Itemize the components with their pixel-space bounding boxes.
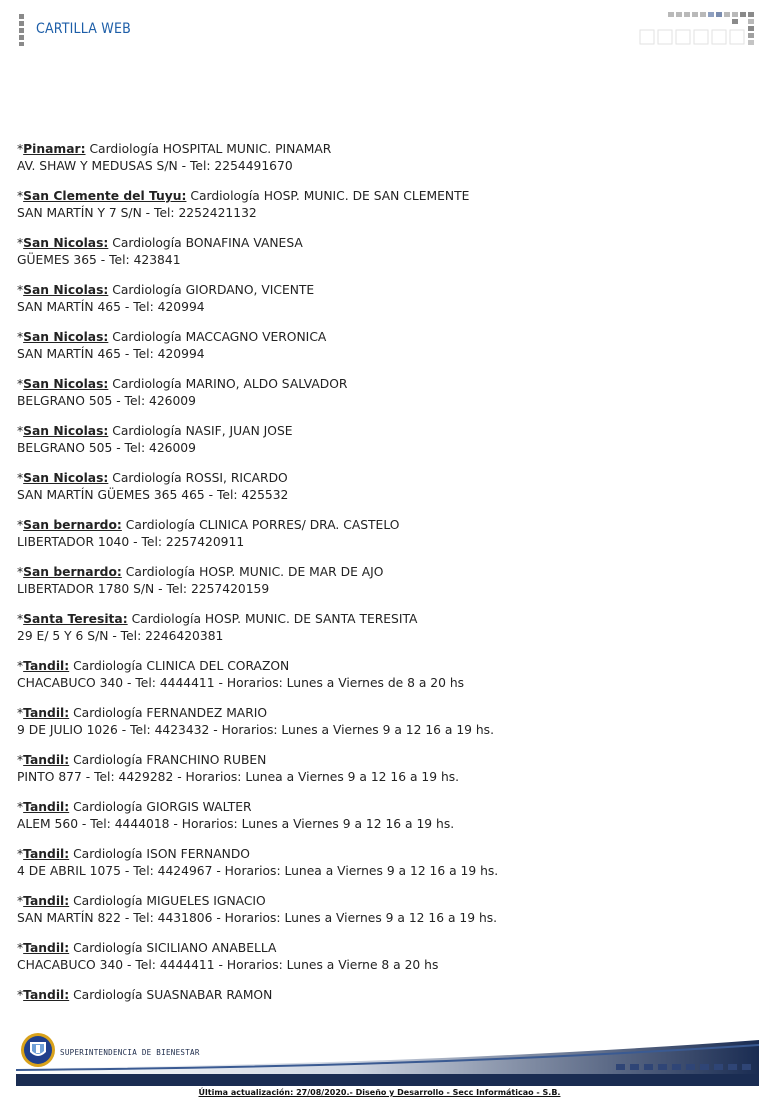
- provider-header-line: *San Nicolas: Cardiología ROSSI, RICARDO: [17, 471, 288, 485]
- city-label: Santa Teresita:: [23, 612, 128, 626]
- provider-header-line: *Tandil: Cardiología MIGUELES IGNACIO: [17, 894, 266, 908]
- decorative-grid-icon: [638, 12, 759, 46]
- provider-header-line: *Tandil: Cardiología SICILIANO ANABELLA: [17, 941, 277, 955]
- specialty: Cardiología: [89, 142, 159, 156]
- provider-header-line: *Pinamar: Cardiología HOSPITAL MUNIC. PINAMAR: [17, 142, 332, 156]
- provider-details: SAN MARTÍN 465 - Tel: 420994: [17, 300, 205, 314]
- provider-header-line: *San bernardo: Cardiología CLINICA PORRES/ DRA. CASTELO: [17, 518, 400, 532]
- provider-details: SAN MARTÍN GÜEMES 365 465 - Tel: 425532: [17, 488, 289, 502]
- city-label: San Nicolas:: [23, 236, 109, 250]
- provider-header-line: *Tandil: Cardiología FERNANDEZ MARIO: [17, 706, 268, 720]
- provider-entry: [17, 846, 737, 880]
- provider-header-line: *Santa Teresita: Cardiología HOSP. MUNIC. DE SANTA TERESITA: [17, 612, 418, 626]
- provider-name: MIGUELES IGNACIO: [146, 894, 266, 908]
- provider-name: NASIF, JUAN JOSE: [185, 424, 293, 438]
- specialty: Cardiología: [73, 894, 143, 908]
- provider-name: MARINO, ALDO SALVADOR: [185, 377, 348, 391]
- city-label: San Nicolas:: [23, 330, 109, 344]
- city-label: San bernardo:: [23, 565, 122, 579]
- city-label: Tandil:: [23, 659, 70, 673]
- provider-entry: [17, 282, 737, 316]
- provider-header-line: *Tandil: Cardiología CLINICA DEL CORAZON: [17, 659, 290, 673]
- provider-entry: [17, 188, 737, 222]
- provider-entry: [17, 517, 737, 551]
- page-title: CARTILLA WEB: [36, 21, 131, 37]
- provider-entry: [17, 329, 737, 363]
- specialty: Cardiología: [112, 330, 182, 344]
- city-label: San bernardo:: [23, 518, 122, 532]
- page-footer: [0, 1028, 759, 1101]
- provider-name: MACCAGNO VERONICA: [185, 330, 327, 344]
- specialty: Cardiología: [112, 471, 182, 485]
- provider-details: BELGRANO 505 - Tel: 426009: [17, 394, 196, 408]
- provider-details: SAN MARTÍN Y 7 S/N - Tel: 2252421132: [17, 206, 257, 220]
- provider-details: PINTO 877 - Tel: 4429282 - Horarios: Lunea a Viernes 9 a 12 16 a 19 hs.: [17, 770, 460, 784]
- provider-entry: [17, 940, 737, 974]
- provider-name: HOSP. MUNIC. DE MAR DE AJO: [199, 565, 384, 579]
- provider-entry: [17, 893, 737, 927]
- provider-entry: [17, 705, 737, 739]
- specialty: Cardiología: [73, 706, 143, 720]
- provider-details: 29 E/ 5 Y 6 S/N - Tel: 2246420381: [17, 629, 224, 643]
- provider-entry: [17, 423, 737, 457]
- specialty: Cardiología: [73, 988, 143, 1002]
- page-header: [0, 0, 759, 60]
- specialty: Cardiología: [131, 612, 201, 626]
- provider-name: SUASNABAR RAMON: [146, 988, 273, 1002]
- city-label: San Nicolas:: [23, 377, 109, 391]
- city-label: Tandil:: [23, 941, 70, 955]
- provider-list: [17, 141, 737, 1034]
- provider-details: SAN MARTÍN 822 - Tel: 4431806 - Horarios: Lunes a Viernes 9 a 12 16 a 19 hs.: [17, 911, 498, 925]
- provider-name: HOSP. MUNIC. DE SANTA TERESITA: [204, 612, 418, 626]
- provider-details: BELGRANO 505 - Tel: 426009: [17, 441, 196, 455]
- provider-details: 9 DE JULIO 1026 - Tel: 4423432 - Horarios: Lunes a Viernes 9 a 12 16 a 19 hs.: [17, 723, 494, 737]
- provider-entry: [17, 658, 737, 692]
- provider-header-line: *San Nicolas: Cardiología BONAFINA VANESA: [17, 236, 303, 250]
- specialty: Cardiología: [190, 189, 260, 203]
- city-label: Tandil:: [23, 753, 70, 767]
- header-bar-icon: [19, 14, 24, 46]
- update-line: Última actualización: 27/08/2020.- Diseño y Desarrollo - Secc Informáticao - S.B.: [198, 1088, 561, 1097]
- provider-name: BONAFINA VANESA: [185, 236, 303, 250]
- provider-name: HOSPITAL MUNIC. PINAMAR: [162, 142, 332, 156]
- specialty: Cardiología: [112, 377, 182, 391]
- provider-header-line: *San Nicolas: Cardiología MACCAGNO VERONICA: [17, 330, 327, 344]
- provider-details: ALEM 560 - Tel: 4444018 - Horarios: Lunes a Viernes 9 a 12 16 a 19 hs.: [17, 817, 455, 831]
- provider-header-line: *San Nicolas: Cardiología NASIF, JUAN JOSE: [17, 424, 293, 438]
- provider-details: LIBERTADOR 1040 - Tel: 2257420911: [17, 535, 245, 549]
- provider-header-line: *San bernardo: Cardiología HOSP. MUNIC. DE MAR DE AJO: [17, 565, 384, 579]
- city-label: San Nicolas:: [23, 283, 109, 297]
- provider-header-line: *San Nicolas: Cardiología MARINO, ALDO SALVADOR: [17, 377, 348, 391]
- provider-details: LIBERTADOR 1780 S/N - Tel: 2257420159: [17, 582, 270, 596]
- specialty: Cardiología: [73, 941, 143, 955]
- provider-entry: [17, 141, 737, 175]
- footer-banner: [16, 1028, 759, 1088]
- organization-name: SUPERINTENDENCIA DE BIENESTAR: [60, 1048, 200, 1057]
- provider-header-line: *San Clemente del Tuyu: Cardiología HOSP. MUNIC. DE SAN CLEMENTE: [17, 189, 470, 203]
- update-note: [0, 1088, 759, 1097]
- provider-name: CLINICA PORRES/ DRA. CASTELO: [199, 518, 400, 532]
- provider-details: 4 DE ABRIL 1075 - Tel: 4424967 - Horarios: Lunea a Viernes 9 a 12 16 a 19 hs.: [17, 864, 499, 878]
- city-label: Tandil:: [23, 847, 70, 861]
- provider-entry: [17, 376, 737, 410]
- provider-name: GIORGIS WALTER: [146, 800, 252, 814]
- city-label: Pinamar:: [23, 142, 86, 156]
- provider-entry: [17, 611, 737, 645]
- city-label: Tandil:: [23, 988, 70, 1002]
- provider-name: FERNANDEZ MARIO: [146, 706, 268, 720]
- specialty: Cardiología: [73, 753, 143, 767]
- provider-details: SAN MARTÍN 465 - Tel: 420994: [17, 347, 205, 361]
- city-label: Tandil:: [23, 706, 70, 720]
- provider-details: CHACABUCO 340 - Tel: 4444411 - Horarios: Lunes a Vierne 8 a 20 hs: [17, 958, 439, 972]
- specialty: Cardiología: [112, 283, 182, 297]
- provider-entry: [17, 470, 737, 504]
- specialty: Cardiología: [73, 659, 143, 673]
- provider-details: GÜEMES 365 - Tel: 423841: [17, 253, 181, 267]
- provider-name: HOSP. MUNIC. DE SAN CLEMENTE: [263, 189, 470, 203]
- provider-name: FRANCHINO RUBEN: [146, 753, 267, 767]
- specialty: Cardiología: [125, 518, 196, 532]
- specialty: Cardiología: [73, 847, 143, 861]
- provider-details: AV. SHAW Y MEDUSAS S/N - Tel: 2254491670: [17, 159, 293, 173]
- provider-name: ISON FERNANDO: [146, 847, 250, 861]
- provider-header-line: *Tandil: Cardiología SUASNABAR RAMON: [17, 988, 273, 1002]
- provider-entry: [17, 235, 737, 269]
- organization-seal-icon: [20, 1032, 56, 1068]
- specialty: Cardiología: [112, 424, 182, 438]
- provider-header-line: *San Nicolas: Cardiología GIORDANO, VICENTE: [17, 283, 315, 297]
- provider-name: ROSSI, RICARDO: [185, 471, 288, 485]
- city-label: San Nicolas:: [23, 471, 109, 485]
- specialty: Cardiología: [125, 565, 196, 579]
- city-label: Tandil:: [23, 894, 70, 908]
- city-label: San Nicolas:: [23, 424, 109, 438]
- provider-header-line: *Tandil: Cardiología FRANCHINO RUBEN: [17, 753, 267, 767]
- provider-entry: [17, 799, 737, 833]
- specialty: Cardiología: [112, 236, 182, 250]
- provider-entry: [17, 564, 737, 598]
- provider-name: CLINICA DEL CORAZON: [146, 659, 290, 673]
- specialty: Cardiología: [73, 800, 143, 814]
- provider-header-line: *Tandil: Cardiología ISON FERNANDO: [17, 847, 250, 861]
- provider-entry: [17, 752, 737, 786]
- provider-details: CHACABUCO 340 - Tel: 4444411 - Horarios: Lunes a Viernes de 8 a 20 hs: [17, 676, 465, 690]
- provider-name: SICILIANO ANABELLA: [146, 941, 277, 955]
- provider-header-line: *Tandil: Cardiología GIORGIS WALTER: [17, 800, 252, 814]
- city-label: Tandil:: [23, 800, 70, 814]
- city-label: San Clemente del Tuyu:: [23, 189, 187, 203]
- provider-name: GIORDANO, VICENTE: [185, 283, 315, 297]
- provider-entry: [17, 987, 737, 1021]
